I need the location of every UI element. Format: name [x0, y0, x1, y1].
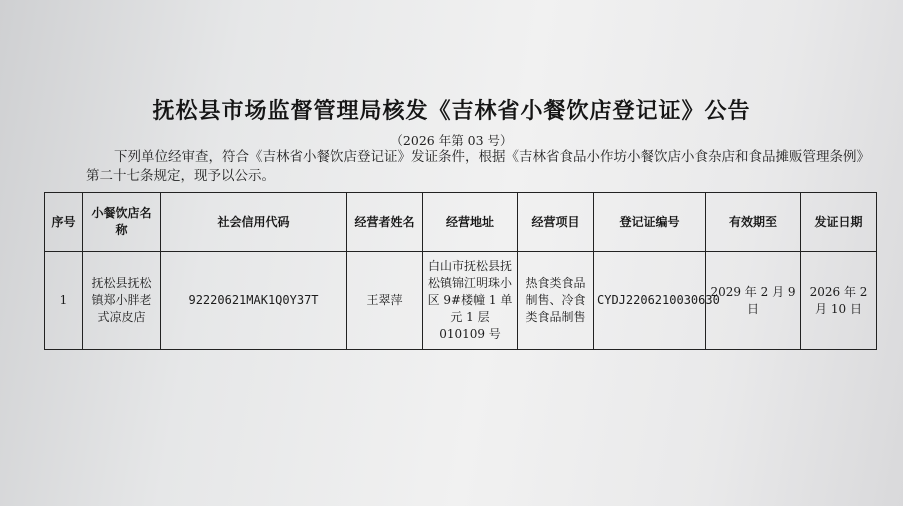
header-name: 小餐饮店名称 [83, 193, 161, 252]
notice-intro-text: 下列单位经审查，符合《吉林省小餐饮店登记证》发证条件，根据《吉林省食品小作坊小餐饮店小食杂店和食品摊贩管理条例》第二十七条规定，现予以公示。 [86, 149, 870, 184]
cell-license-number: CYDJ2206210030630 [594, 252, 706, 350]
cell-operator: 王翠萍 [347, 252, 423, 350]
header-issue-date: 发证日期 [801, 193, 877, 252]
table-header-row [45, 193, 877, 252]
header-license-number: 登记证编号 [594, 193, 706, 252]
registration-table [44, 192, 877, 350]
cell-index: 1 [45, 252, 83, 350]
header-operator: 经营者姓名 [347, 193, 423, 252]
cell-valid-until: 2029 年 2 月 9 日 [706, 252, 801, 350]
issue-number: （2026 年第 03 号） [390, 133, 513, 148]
notice-title: 抚松县市场监督管理局核发《吉林省小餐饮店登记证》公告 [152, 98, 751, 124]
cell-credit-code: 92220621MAK1Q0Y37T [161, 252, 347, 350]
header-business-scope: 经营项目 [518, 193, 594, 252]
header-address: 经营地址 [423, 193, 518, 252]
table-row [45, 252, 877, 350]
cell-address: 白山市抚松县抚松镇锦江明珠小区 9#楼幢 1 单元 1 层 010109 号 [423, 252, 518, 350]
header-index: 序号 [45, 193, 83, 252]
cell-name: 抚松县抚松镇郑小胖老式凉皮店 [83, 252, 161, 350]
cell-business-scope: 热食类食品制售、冷食类食品制售 [518, 252, 594, 350]
header-credit-code: 社会信用代码 [161, 193, 347, 252]
notice-intro [86, 148, 876, 186]
cell-issue-date: 2026 年 2 月 10 日 [801, 252, 877, 350]
header-valid-until: 有效期至 [706, 193, 801, 252]
